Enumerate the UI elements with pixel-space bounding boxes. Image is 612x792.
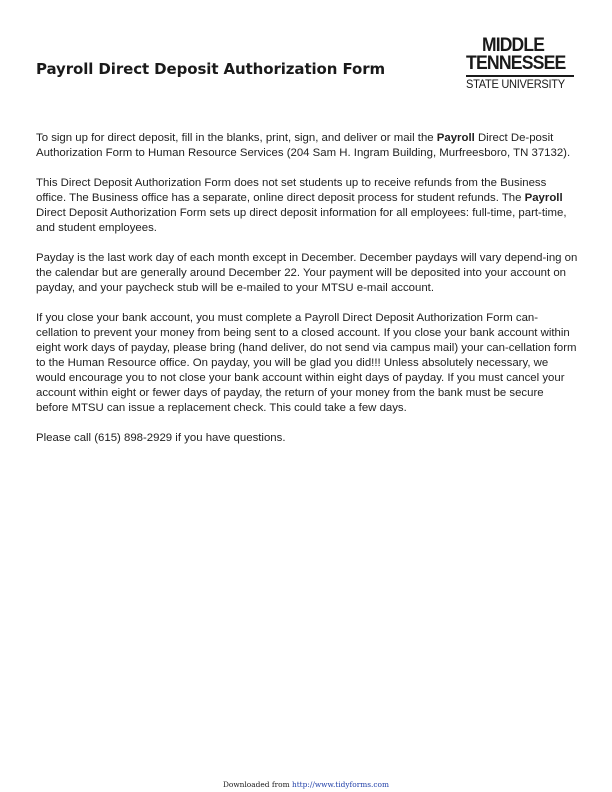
paragraph-text: This Direct Deposit Authorization Form does not set students up to receive refunds from the Business office. The Business office has a separate, online direct deposit process for student refunds. The — [36, 177, 547, 204]
bold-payroll: Payroll — [436, 132, 475, 144]
paragraph-sign-up — [36, 131, 578, 161]
footer-prefix: Downloaded from — [222, 780, 292, 789]
bold-payroll: Payroll — [524, 192, 563, 204]
paragraph-contact: Please call (615) 898-2929 if you have questions. — [36, 432, 286, 444]
paragraph-payday: Payday is the last work day of each month except in December. December paydays will vary depend-ing on the calendar but are generally around December 22. Your payment will be deposited into your account on payday, and your paycheck stub will be e-mailed to your MTSU e-mail account. — [36, 252, 578, 294]
paragraph-text: Direct Deposit Authorization Form sets up direct deposit information for all employees: full-time, part-time, and student employees. — [36, 207, 567, 234]
paragraph-text: Direct De-posit Authorization Form to Human Resource Services (204 Sam H. Ingram Building, Murfreesboro, TN 37132). — [36, 132, 571, 159]
footer-download-note — [0, 780, 612, 789]
logo-line-tennessee: TENNESSEE — [466, 53, 566, 74]
paragraph-text: To sign up for direct deposit, fill in the blanks, print, sign, and deliver or mail the — [36, 132, 437, 144]
paragraph-student-refunds — [36, 176, 578, 236]
university-logo — [466, 36, 576, 94]
footer-link[interactable]: http://www.tidyforms.com — [291, 780, 389, 789]
logo-line-state-university: STATE UNIVERSITY — [466, 77, 565, 91]
form-instructions — [36, 131, 578, 461]
page-title: Payroll Direct Deposit Authorization Form — [36, 60, 386, 78]
logo-line-middle: MIDDLE — [482, 35, 545, 56]
paragraph-close-account: If you close your bank account, you must complete a Payroll Direct Deposit Authorization Form can-cellation to prevent your money from being sent to a closed account. If you close your bank account within eight work days of payday, please bring (hand deliver, do not send via campus mail) your can-cellation form to the Human Resource office. On payday, you will be glad you did!!! Unless absolutely necessary, we would encourage you to not close your bank account within eight days of payday. If you must cancel your account within eight or fewer days of payday, the return of your money from the bank must be secure before MTSU can issue a replacement check. This could take a few days. — [36, 312, 577, 414]
